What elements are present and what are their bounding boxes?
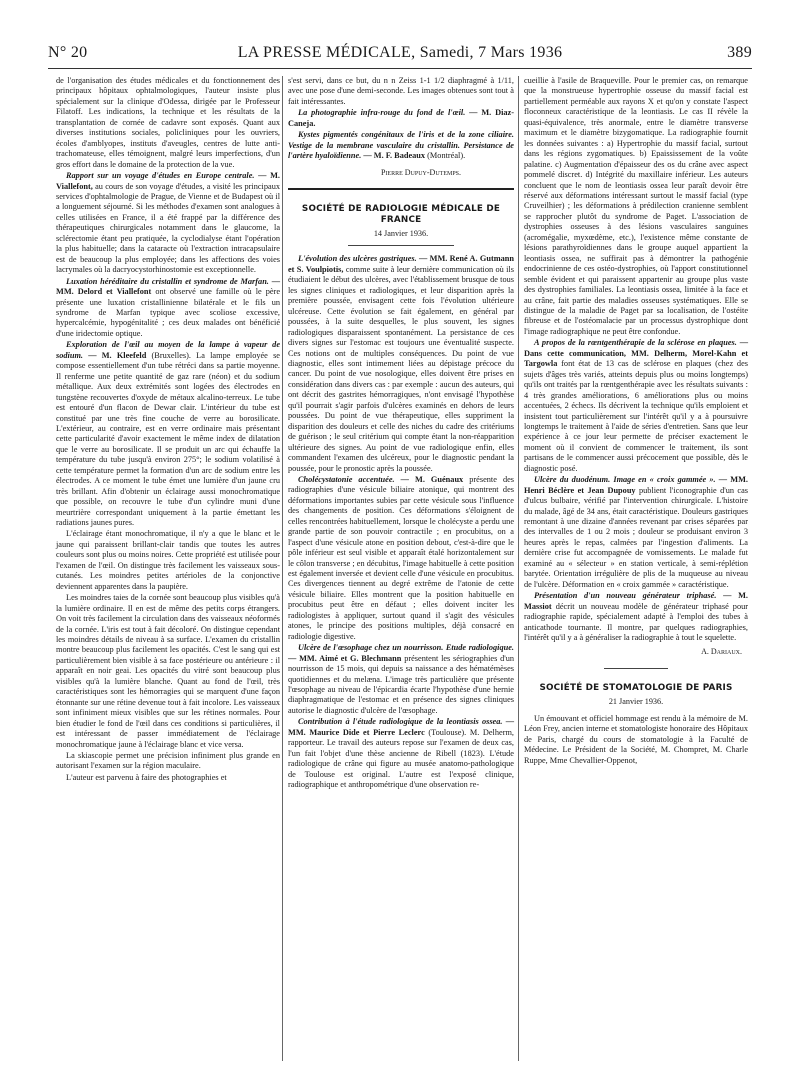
header-rule: [48, 68, 752, 69]
abstract-text: (Montréal).: [427, 151, 466, 161]
abstract-author: — MM. Delord et Viallefont: [56, 276, 280, 297]
abstract-author: — M. Massiot: [524, 591, 748, 611]
paragraph: de l'organisation des études médicales et du fonctionnement des principaux hôpitaux ophtalmologiques, l'auteur insiste plus spécialement sur la clinique d'Odessa, dirigée par le Professeur Filatoff. Les indications, la technique et les résultats de la transplantation de cornée de cadavre sont exposés. Quant aux diverses institutions sociales, policliniques pour les ouvriers, écoles d'amblyopes, instituts d'aveugles, centres de lutte anti-trachomateuse, elles témoignent, malgré leurs imperfections, d'un gros effort dans le domaine de la protection de la vue.: [56, 76, 280, 169]
issue-number: N° 20: [48, 44, 88, 61]
abstract-text: (Toulouse). M. Delherm, rapporteur. Le travail des auteurs repose sur l'examen de deux cas, l'un fait l'objet d'une thèse ancienne de Ribell (1823). L'étude radiologique de crâne qui figure au musée anatomo-pathologique de Toulouse est original. L'autre est l'exposé clinique, radiographique et anthropométrique d'une observation re-: [288, 727, 514, 790]
paragraph: L'auteur est parvenu à faire des photographies et: [66, 772, 227, 782]
section-heading: SOCIÉTÉ DE STOMATOLOGIE DE PARIS: [539, 682, 733, 693]
abstract-entry: [524, 338, 748, 474]
abstract-text: ont observé une famille où le père présente une luxation cristallinienne bilatérale et le fils un syndrome de Marfan typique avec scoliose excessive, hypercalcémie, hypogénitalité ; ces deux malades ont bénéficié d'une iridectomie optique.: [56, 287, 281, 338]
abstract-title: Exploration de l'œil au moyen de la lampe à vapeur de sodium.: [56, 340, 280, 360]
abstract-entry: [56, 171, 280, 276]
column-divider: [518, 76, 519, 1061]
abstract-entry: [288, 643, 514, 716]
abstract-entry: [56, 340, 280, 528]
section-heading: SOCIÉTÉ DE RADIOLOGIE MÉDICALE DE FRANCE: [301, 204, 501, 225]
paragraph: Les moindres taies de la cornée sont beaucoup plus visibles qu'à la lumière ordinaire. Il en est de même des petits corps étrangers. On voit très facilement la circulation dans des vaisseaux néoformés de la cornée. L'iris est tout à fait décoloré. On distingue cependant les moindres détails de niveau à sa surface. L'examen du cristallin montre beaucoup plus facilement les opacités. C'est le sang qui est particulièrement bien visible à sa face postérieure ou antérieure : il apparaît en noir geai. Les opacités du vitré sont beaucoup plus visibles qu'à la lumière blanche. Quant au fond de l'œil, très caractéristiques sont les hémorragies qui se marquent d'une façon étonnante sur une rétine devenue tout à fait incolore. Les vaisseaux sont infiniment mieux visibles que sur les rétines normales. Pour bien étudier le fond de l'œil dans ces conditions si particulières, il est intéressant de passer immédiatement de l'éclairage monochromatique jaune à l'éclairage blanc et vice versa.: [56, 593, 280, 749]
abstract-text: comme suite à leur dernière communication où ils étudiaient le début des ulcères, avec l'établissement brusque de tous les signes cliniques et radiologiques, et leur disparition après la première poussée, envisagent cette fois l'évolution ultérieure ulcéreuse. Cette évolution se fait également, en général par poussées, à la suite desquelles, le plus souvent, les signes radiologiques disparaissent spontanément. La persistance de ces divers signes sur l'estomac est toujours une éventualité suspecte. Ces notions ont de multiples conséquences. Du point de vue diagnostic, elles sont intimement liées au dépistage précoce du cancer. Du point de vue nosologique, elles doivent être prises en considération dans divers cas : par exemple : aucun des auteurs, qui ont décrit des gastrites hémorragiques, n'ont envisagé l'hypothèse qu'il pourrait s'agir parfois d'ulcères examinés en dehors de leurs poussées. Du point de vue thérapeutique, elles suppriment la disparition des douleurs et celle des niches du cadre des critériums de guérison ; le seul critérium qui compte étant la non-réapparition ultérieure des signes. Au point de vue radiologique enfin, elles commandent l'examen des ulcéreux, pour le diagnostic pendant la poussée, pour le pronostic après la poussée.: [288, 264, 515, 473]
section-rule: [604, 668, 668, 669]
abstract-title: La photographie infra-rouge du fond de l'œil.: [298, 108, 466, 118]
abstract-author: — MM. René A. Gutmann et S. Voulpiotis,: [288, 254, 515, 274]
abstract-entry: [524, 475, 748, 590]
abstract-author: — M. F. Badeaux: [363, 151, 426, 161]
session-date: 21 Janvier 1936.: [608, 697, 664, 707]
abstract-entry: [524, 591, 748, 643]
abstract-title: Cholécystatonie accentuée.: [298, 474, 395, 484]
abstract-author: — Dans cette communication, MM. Delherm, Morel-Kahn et Targowla: [524, 338, 749, 369]
abstract-title: Ulcère de l'œsophage chez un nourrisson. Etude radiologique.: [298, 643, 514, 653]
journal-title: LA PRESSE MÉDICALE, Samedi, 7 Mars 1936: [237, 44, 563, 61]
column-middle: [288, 76, 514, 792]
abstract-entry: [288, 475, 514, 642]
column-right: [524, 76, 748, 767]
abstract-entry: [288, 254, 514, 474]
report-signature: A. Dariaux.: [701, 647, 742, 657]
abstract-entry: [288, 108, 514, 129]
abstract-text: décrit un nouveau modèle de générateur triphasé pour radiographie rapide, spécialement adapté à l'emploi des tubes à anticathode tournante. Il montre, par quelques radiographies, l'intérêt qu'il y a à généraliser la radiographie à tout le squelette.: [524, 601, 748, 643]
abstract-text: font état de 13 cas de sclérose en plaques (chez des sujets d'âges très variés, atteints depuis plus ou moins longtemps) qu'ils ont traités par la rœntgenthérapie avec les résultats suivants : 4 très grandes améliorations, 6 améliorations plus ou moins accentuées, 2 échecs. Ils décrivent la technique qu'ils emploient et insistent tout particulièrement sur l'intérêt qu'il y a à poursuivre longtemps le traitement à l'aide de séries d'entretien. Sans que leur expérience à ce jour leur permette de préciser exactement le moment où il convient de commencer le traitement, ils sont partisans de le commencer aussi précocement que possible, dès le diagnostic posé.: [524, 359, 748, 473]
abstract-title: Rapport sur un voyage d'études en Europe centrale.: [66, 171, 255, 181]
abstract-text: présente des radiographies d'une vésicule biliaire atonique, qui montrent des déformations importantes subies par cette vésicule sous l'influence des changements de position. Ces déformations s'éloignent de celles rencontrées habituellement, lorsque le cholécyste a perdu une grande partie de son pouvoir contractile ; en procubitus, on a l'aspect d'une vésicule atone en position debout, c'est-à-dire que le pôle inférieur est seul visible et apparaît étalé horizontalement sur le côlon transverse ; en décubitus, l'image habituelle à cette position est également inversée et devient celle d'une vésicule en procubitus. Ces divergences tiennent au degré extrême de l'atonie de cette vésicule biliaire. Elles montrent que la position habituelle en procubitus peut être en défaut ; elles doivent inciter les radiologistes à appliquer, surtout quand il s'agit des vésicules atones, le principe des positions multiples, déjà consacré en radiologie digestive.: [288, 474, 515, 641]
abstract-text: (Bruxelles). La lampe employée se compose essentiellement d'un tube rétréci dans sa partie moyenne. Il renferme une petite quantité de gaz rare (néon) et du sodium métallique. Aux deux extrémités sont logées des électrodes en tungstène recouvertes d'oxyde de métaux alcalino-terreux. Le tube est entouré d'un flacon de Dewar clair. L'intérieur du tube est constitué par une très fine couche de verre au borosilicate. L'extérieur, au contraire, est en verre ordinaire mais présentant cette particularité d'avoir exactement le même index de dilatation que le verre au borosilicate. Il se produit un arc qui échauffe la température du tube jusqu'à environ 275°; le sodium volatilisé à cette température permet la formation d'un arc de sodium entre les électrodes. A ce moment le tube émet une lumière d'un jaune cru très brillant. Afin d'obtenir un éclairage aussi monochromatique que possible, on recouvre le tube d'un cylindre muni d'une meurtrière correspondant uniquement à la partie émettant les radiations jaunes pures.: [56, 350, 280, 528]
column-left: [56, 76, 280, 784]
section-rule: [288, 188, 514, 190]
abstract-author: — MM. Aimé et G. Blechmann: [288, 653, 402, 663]
abstract-title: Présentation d'un nouveau générateur triphasé.: [534, 591, 717, 601]
page-header: [48, 44, 752, 66]
abstract-title: Kystes pigmentés congénitaux de l'iris et de la zone ciliaire. Vestige de la membrane vasculaire du cristallin. Persistance de l'artère hyaloïdienne.: [288, 130, 514, 161]
abstract-title: Luxation héréditaire du cristallin et syndrome de Marfan.: [66, 276, 269, 286]
abstract-author: — M. Diaz-Caneja.: [288, 108, 514, 128]
page-number: 389: [727, 44, 752, 61]
abstract-entry: [288, 717, 514, 790]
session-date: 14 Janvier 1936.: [373, 228, 429, 238]
abstract-title: A propos de la rœntgenthérapie de la sclérose en plaques.: [534, 338, 737, 348]
abstract-author: — MM. Maurice Dide et Pierre Leclerc: [288, 717, 514, 737]
abstract-author: — M. Viallefont,: [56, 171, 281, 191]
abstract-title: Ulcère du duodénum. Image en « croix gammée ».: [534, 475, 716, 485]
abstract-author: — M. Kleefeld: [88, 350, 147, 360]
paragraph: s'est servi, dans ce but, du n n Zeiss 1-1 1/2 diaphragmé à 1/11, avec une pose d'une demi-seconde. Les images obtenues sont tout à fait intéressantes.: [288, 76, 514, 106]
date-rule: [348, 245, 454, 246]
abstract-entry: [288, 130, 514, 161]
paragraph: L'éclairage étant monochromatique, il n'y a que le blanc et le jaune qui paraissent brillant-clair tandis que toutes les autres couleurs sont plus ou moins noires. Cette propriété est utilisée pour l'examen de l'œil. On distingue très facilement les vaisseaux sous-cutanés. Les moindres petites artérioles de la conjonctive deviennent apparentes dans la paupière.: [56, 529, 280, 591]
abstract-title: Contribution à l'étude radiologique de la leontiasis ossea.: [298, 717, 503, 727]
abstract-text: présentent les sériographies d'un nourrisson de 15 mois, qui depuis sa naissance a des hématémèses quotidiennes et du melæna. L'image très particulière que présente l'œsophage au niveau de l'épicardia écarte l'hypothèse d'une hernie diaphragmatique de l'estomac et en présence des signes cliniques autorise le diagnostic d'ulcère de l'œsophage.: [288, 653, 515, 715]
paragraph: cueillie à l'asile de Braqueville. Pour le premier cas, on remarque que la monstrueuse hypertrophie osseuse du massif facial est partiellement perméable aux rayons X et qu'on y constate l'aspect floconneux caractéristique de la leontiasis. Le cas II révèle la quasi-équivalence, très anormale, entre le diamètre transverse maximum et le diamètre bizygomatique. La radiographie fournit les données suivantes : a) Hypertrophie du massif facial, surtout dans les régions zygomatiques. b) Epaississement de la voûte palatine. c) Augmentation d'épaisseur des os du crâne avec aspect pommelé discret. d) Intégrité du maxillaire inférieur. Les auteurs concluent que le nom de leontiasis ossea leur paraît devoir être réservé aux déformations intéressant surtout le massif facial (type Cruveilhier) ; les déformations à prédilection cranienne semblent se rapprocher plutôt du syndrome de Paget. L'association de dystrophies osseuses à des lésions vasculaires sanguines (acromégalie, myxœdème, etc.), l'existence même constante de lésions parathyroïdiennes dans le groupe auquel appartient la leontiasis ossea, ne suffirait pas à démontrer la pathogénie endocrinienne de ces ostéo-dystrophies, où l'apport constitutionnel semble évident et qui paraissent appartenir au groupe plus vaste des dystrophies familiales. La leontiasis ossea, limitée à la face et au crâne, fait partie des maladies osseuses systématiques. Elle se distingue de la maladie de Paget par sa localisation, de l'ostéite fibreuse et de l'ostéomalacie par un processus dystrophique dont l'image radiographique ne peut être confondue.: [524, 76, 748, 336]
paragraph: Un émouvant et officiel hommage est rendu à la mémoire de M. Léon Frey, ancien interne et stomatologiste honoraire des Hôpitaux de Paris, chargé du cours de stomatologie à la Faculté de Médecine. Le Président de la Société, M. Chompret, M. Charle Ruppe, Mme Chevallier-Oppenot,: [524, 713, 748, 765]
abstract-text: publient l'iconographie d'un cas d'ulcus bulbaire, vérifié par l'intervention chirurgicale. L'histoire du malade, âgé de 34 ans, était caractéristique. Douleurs gastriques remontant à une dizaine d'années revenant par crises séparées par des intervalles de 1 ou 2 mois ; douleur se produisant environ 3 heures après le repas, calmées par l'ingestion d'aliments. La dernière crise fut accompagnée de vomissements. Le malade fut examiné au « sélecteur » en station verticale, à semi-réplétion barytée. Orientation irrégulière de plis de la muqueuse au niveau de l'ulcère. Déformation en « croix gammée » caractéristique.: [524, 485, 749, 589]
abstract-entry: [56, 277, 280, 340]
abstract-title: L'évolution des ulcères gastriques.: [298, 254, 417, 264]
abstract-author: — M. Guénaux: [400, 474, 464, 484]
abstract-text: au cours de son voyage d'études, a visité les principaux services d'ophtalmologie de Prague, de Vienne et de Budapest où il a longuement séjourné. Si les méthodes d'examen sont analogues à celles utilisées en France, il a été frappé par la différence des thérapeutiques chirurgicales notamment dans le glaucome, la sclérectomie étant peu pratiquée, la cyclodialyse étant l'opération la plus habituelle; dans la cataracte où l'extraction intracapsulaire est de beaucoup la plus employée; dans les affections des voies lacrymales où la dacryocystorhinostomie est exceptionnelle.: [56, 181, 280, 275]
report-signature: Pierre Dupuy-Dutemps.: [380, 167, 461, 177]
abstract-author: — MM. Henri Béclère et Jean Dupouy: [524, 475, 749, 495]
paragraph: La skiascopie permet une précision infiniment plus grande en autorisant l'examen sur la région maculaire.: [56, 751, 280, 771]
column-divider: [282, 76, 283, 1061]
